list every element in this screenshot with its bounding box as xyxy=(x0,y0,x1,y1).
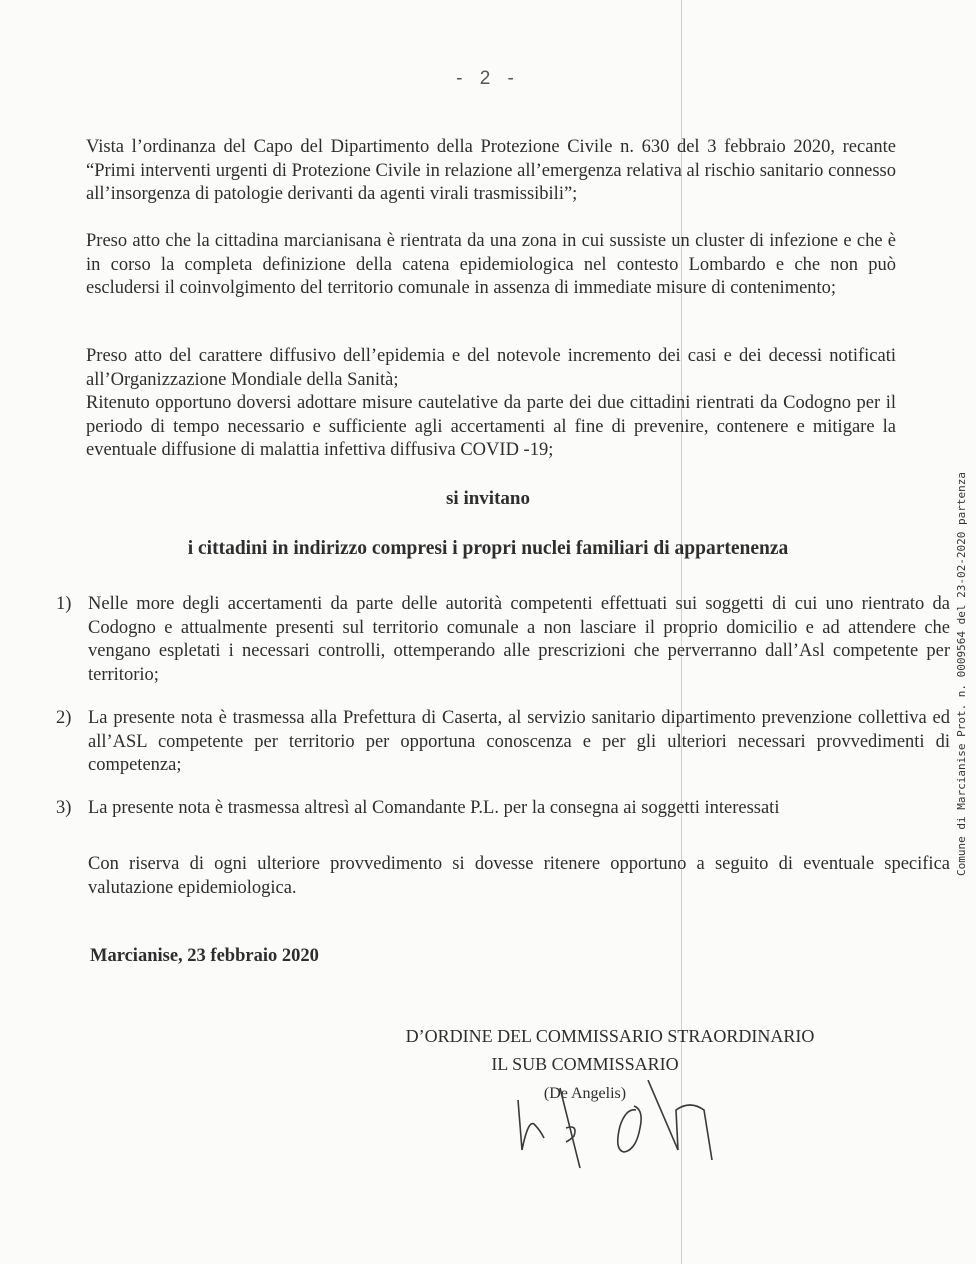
list-item-text: Nelle more degli accertamenti da parte delle autorità competenti effettuati sui soggetti di cui uno rientrato da Codogno e attualmente presenti sul territorio comunale a non lasciare il proprio domicilio e ad attendere che vengano espletati i necessari controlli, ottemperando alle prescrizioni che perverranno dall’Asl competente per territorio; xyxy=(88,594,950,685)
list-item-text: La presente nota è trasmessa altresì al Comandante P.L. per la consegna ai soggetti interessati xyxy=(88,798,780,818)
date-line: Marcianise, 23 febbraio 2020 xyxy=(90,946,319,966)
list-item-text: La presente nota è trasmessa alla Prefettura di Caserta, al servizio sanitario dipartimento prevenzione collettiva ed all’ASL competente per territorio per opportuna conoscenza e per gli ulteriori necessari provvedimenti di competenza; xyxy=(88,708,950,775)
paragraph-preso-atto-epidemia xyxy=(86,345,896,463)
paragraph-text: Ritenuto opportuno doversi adottare misure cautelative da parte dei due cittadini rientrati da Codogno per il periodo di tempo necessario e sufficiente agli accertamenti al fine di prevenire, contenere e mitigare la eventuale diffusione di malattia infettiva diffusiva COVID -19; xyxy=(86,393,896,460)
signature-title-line1: D’ORDINE DEL COMMISSARIO STRAORDINARIO xyxy=(405,1026,815,1046)
paragraph-text: Vista l’ordinanza del Capo del Dipartimento della Protezione Civile n. 630 del 3 febbraio 2020, recante “Primi interventi urgenti di Protezione Civile in relazione all’emergenza relativa al rischio sanitario connesso all’insorgenza di patologie derivanti da agenti virali trasmissibili”; xyxy=(86,137,896,204)
indent-spacer xyxy=(56,853,88,900)
list-item-number: 1) xyxy=(56,594,72,614)
heading-si-invitano: si invitano xyxy=(446,488,530,509)
signatory-name: (De Angelis) xyxy=(543,1085,627,1102)
paragraph-text: Preso atto che la cittadina marcianisana è rientrata da una zona in cui sussiste un cluster di infezione e che è in corso la completa definizione della catena epidemiologica nel contesto Lombardo e che non può escludersi il coinvolgimento del territorio comunale in assenza di immediate misure di contenimento; xyxy=(86,231,896,298)
list-item-number: 3) xyxy=(56,798,72,818)
signature-title-line2: IL SUB COMMISSARIO xyxy=(491,1054,679,1074)
closing-text: Con riserva di ogni ulteriore provvedimento si dovesse ritenere opportuno a seguito di eventuale specifica valutazione epidemiologica. xyxy=(88,854,950,898)
list-item-1 xyxy=(56,593,950,687)
list-item-number: 2) xyxy=(56,708,72,728)
paragraph-text: Preso atto del carattere diffusivo dell’epidemia e del notevole incremento dei casi e dei decessi notificati all’Organizzazione Mondiale della Sanità; xyxy=(86,346,896,390)
heading-recipients: i cittadini in indirizzo compresi i propri nuclei familiari di appartenenza xyxy=(187,538,789,559)
closing-paragraph xyxy=(56,853,950,900)
handwritten-signature xyxy=(500,1080,730,1170)
paragraph-ordinanza xyxy=(86,136,896,207)
list-item-3 xyxy=(56,797,950,821)
protocol-stamp: Comune di Marcianise Prot. n. 0009564 del 23-02-2020 partenza xyxy=(955,472,968,876)
list-item-2 xyxy=(56,707,950,778)
paragraph-preso-atto-cittadina xyxy=(86,230,896,301)
page-number: - 2 - xyxy=(456,68,520,89)
